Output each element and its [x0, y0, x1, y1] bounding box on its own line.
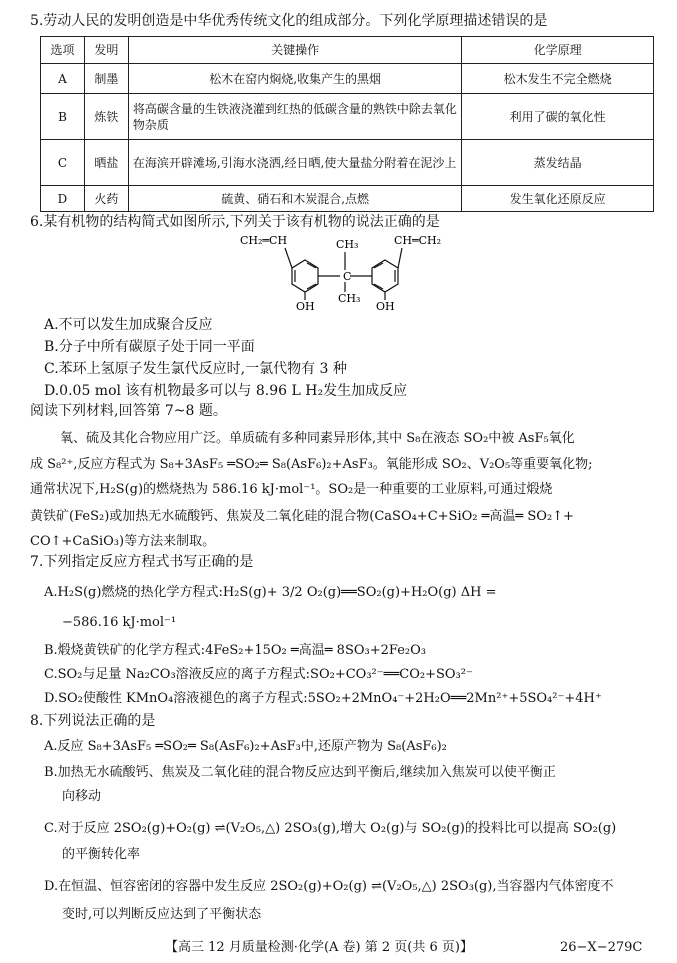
cell-invention: 晒盐	[84, 140, 128, 186]
vinyl-left-label: CH₂═CH	[240, 234, 288, 247]
cell-operation: 将高碳含量的生铁液浇灌到红热的低碳含量的熟铁中除去氧化物杂质	[128, 94, 461, 140]
q7-option-c: C.SO₂与足量 Na₂CO₃溶液反应的离子方程式:SO₂+CO₃²⁻══CO₂+SO₃²⁻	[44, 667, 473, 682]
q7-option-a-line1: A.H₂S(g)燃烧的热化学方程式:H₂S(g)+ 3/2 O₂(g)══SO₂(g)+H₂O(g) ΔH =	[44, 585, 497, 600]
table-row	[41, 64, 654, 94]
cell-operation: 硫黄、硝石和木炭混合,点燃	[128, 186, 461, 212]
q7-option-b: B.煅烧黄铁矿的化学方程式:4FeS₂+15O₂ ═高温═ 8SO₃+2Fe₂O₃	[44, 643, 426, 658]
cell-principle: 松木发生不完全燃烧	[462, 64, 654, 94]
cell-principle: 利用了碳的氧化性	[462, 94, 654, 140]
benzene-ring-right	[372, 260, 398, 292]
reading-line: 黄铁矿(FeS₂)或加热无水硫酸钙、焦炭及二氧化硅的混合物(CaSO₄+C+SiO₂ ═高温═ SO₂↑+	[30, 509, 574, 524]
cell-invention: 制墨	[84, 64, 128, 94]
reading-line: 成 S₈²⁺,反应方程式为 S₈+3AsF₅ ═SO₂═ S₈(AsF₆)₂+AsF₃。氧能形成 SO₂、V₂O₅等重要氧化物;	[30, 457, 593, 472]
q7-stem: 7.下列指定反应方程式书写正确的是	[30, 554, 254, 570]
q8-option-c-line2: 的平衡转化率	[62, 847, 141, 862]
cell-option: B	[41, 94, 85, 140]
col-header-operation: 关键操作	[128, 37, 461, 64]
col-header-option: 选项	[41, 37, 85, 64]
q8-option-d-line2: 变时,可以判断反应达到了平衡状态	[62, 907, 262, 922]
oh-left-label: OH	[296, 300, 315, 310]
q6-option-c: C.苯环上氢原子发生氯代反应时,一氯代物有 3 种	[44, 361, 347, 377]
q8-option-b-line1: B.加热无水硫酸钙、焦炭及二氧化硅的混合物反应达到平衡后,继续加入焦炭可以使平衡正	[44, 765, 556, 780]
col-header-principle: 化学原理	[462, 37, 654, 64]
cell-principle: 蒸发结晶	[462, 140, 654, 186]
q8-option-b-line2: 向移动	[62, 789, 102, 804]
cell-option: C	[41, 140, 85, 186]
reading-line: 通常状况下,H₂S(g)的燃烧热为 586.16 kJ·mol⁻¹。SO₂是一种重要的工业原料,可通过煅烧	[30, 482, 553, 497]
cell-invention: 火药	[84, 186, 128, 212]
cell-operation: 松木在窑内焖烧,收集产生的黑烟	[128, 64, 461, 94]
central-carbon: C	[343, 270, 352, 283]
cell-option: D	[41, 186, 85, 212]
table-row	[41, 186, 654, 212]
col-header-invention: 发明	[84, 37, 128, 64]
vinyl-right-label: CH═CH₂	[394, 234, 442, 247]
structural-formula	[230, 230, 460, 310]
q8-option-d-line1: D.在恒温、恒容密闭的容器中发生反应 2SO₂(g)+O₂(g) ⇌(V₂O₅,△) 2SO₃(g),当容器内气体密度不	[44, 879, 614, 894]
page-footer: 【高三 12 月质量检测·化学(A 卷) 第 2 页(共 6 页)】	[165, 940, 473, 955]
q8-option-c-line1: C.对于反应 2SO₂(g)+O₂(g) ⇌(V₂O₅,△) 2SO₃(g),增大 O₂(g)与 SO₂(g)的投料比可以提高 SO₂(g)	[44, 821, 617, 836]
table-row	[41, 140, 654, 186]
q5-stem: 5.劳动人民的发明创造是中华优秀传统文化的组成部分。下列化学原理描述错误的是	[30, 13, 548, 29]
oh-right-label: OH	[376, 300, 395, 310]
q8-option-a: A.反应 S₈+3AsF₅ ═SO₂═ S₈(AsF₆)₂+AsF₃中,还原产物为 S₈(AsF₆)₂	[44, 739, 447, 754]
q8-stem: 8.下列说法正确的是	[30, 713, 156, 729]
q7-option-d: D.SO₂使酸性 KMnO₄溶液褪色的离子方程式:5SO₂+2MnO₄⁻+2H₂O══2Mn²⁺+5SO₄²⁻+4H⁺	[44, 691, 602, 706]
methyl-bottom-label: CH₃	[338, 292, 361, 305]
benzene-ring-left	[292, 260, 318, 292]
cell-principle: 发生氧化还原反应	[462, 186, 654, 212]
molecule-diagram	[230, 230, 460, 310]
q6-option-d: D.0.05 mol 该有机物最多可以与 8.96 L H₂发生加成反应	[44, 383, 408, 399]
q5-table	[40, 36, 654, 212]
reading-line: 氧、硫及其化合物应用广泛。单质硫有多种同素异形体,其中 S₈在液态 SO₂中被 AsF₅氧化	[60, 431, 575, 446]
q6-stem: 6.某有机物的结构简式如图所示,下列关于该有机物的说法正确的是	[30, 214, 440, 230]
reading-intro: 阅读下列材料,回答第 7~8 题。	[30, 403, 227, 419]
paper-code: 26−X−279C	[560, 940, 643, 955]
q7-option-a-line2: −586.16 kJ·mol⁻¹	[62, 615, 177, 630]
q6-option-a: A.不可以发生加成聚合反应	[44, 317, 213, 333]
reading-line: CO↑+CaSiO₃)等方法来制取。	[30, 534, 216, 549]
q6-option-b: B.分子中所有碳原子处于同一平面	[44, 339, 255, 355]
cell-operation: 在海滨开辟滩场,引海水浇洒,经日晒,使大量盐分附着在泥沙上	[128, 140, 461, 186]
methyl-top-label: CH₃	[336, 238, 359, 251]
table-header-row	[41, 37, 654, 64]
cell-invention: 炼铁	[84, 94, 128, 140]
cell-option: A	[41, 64, 85, 94]
table-row	[41, 94, 654, 140]
